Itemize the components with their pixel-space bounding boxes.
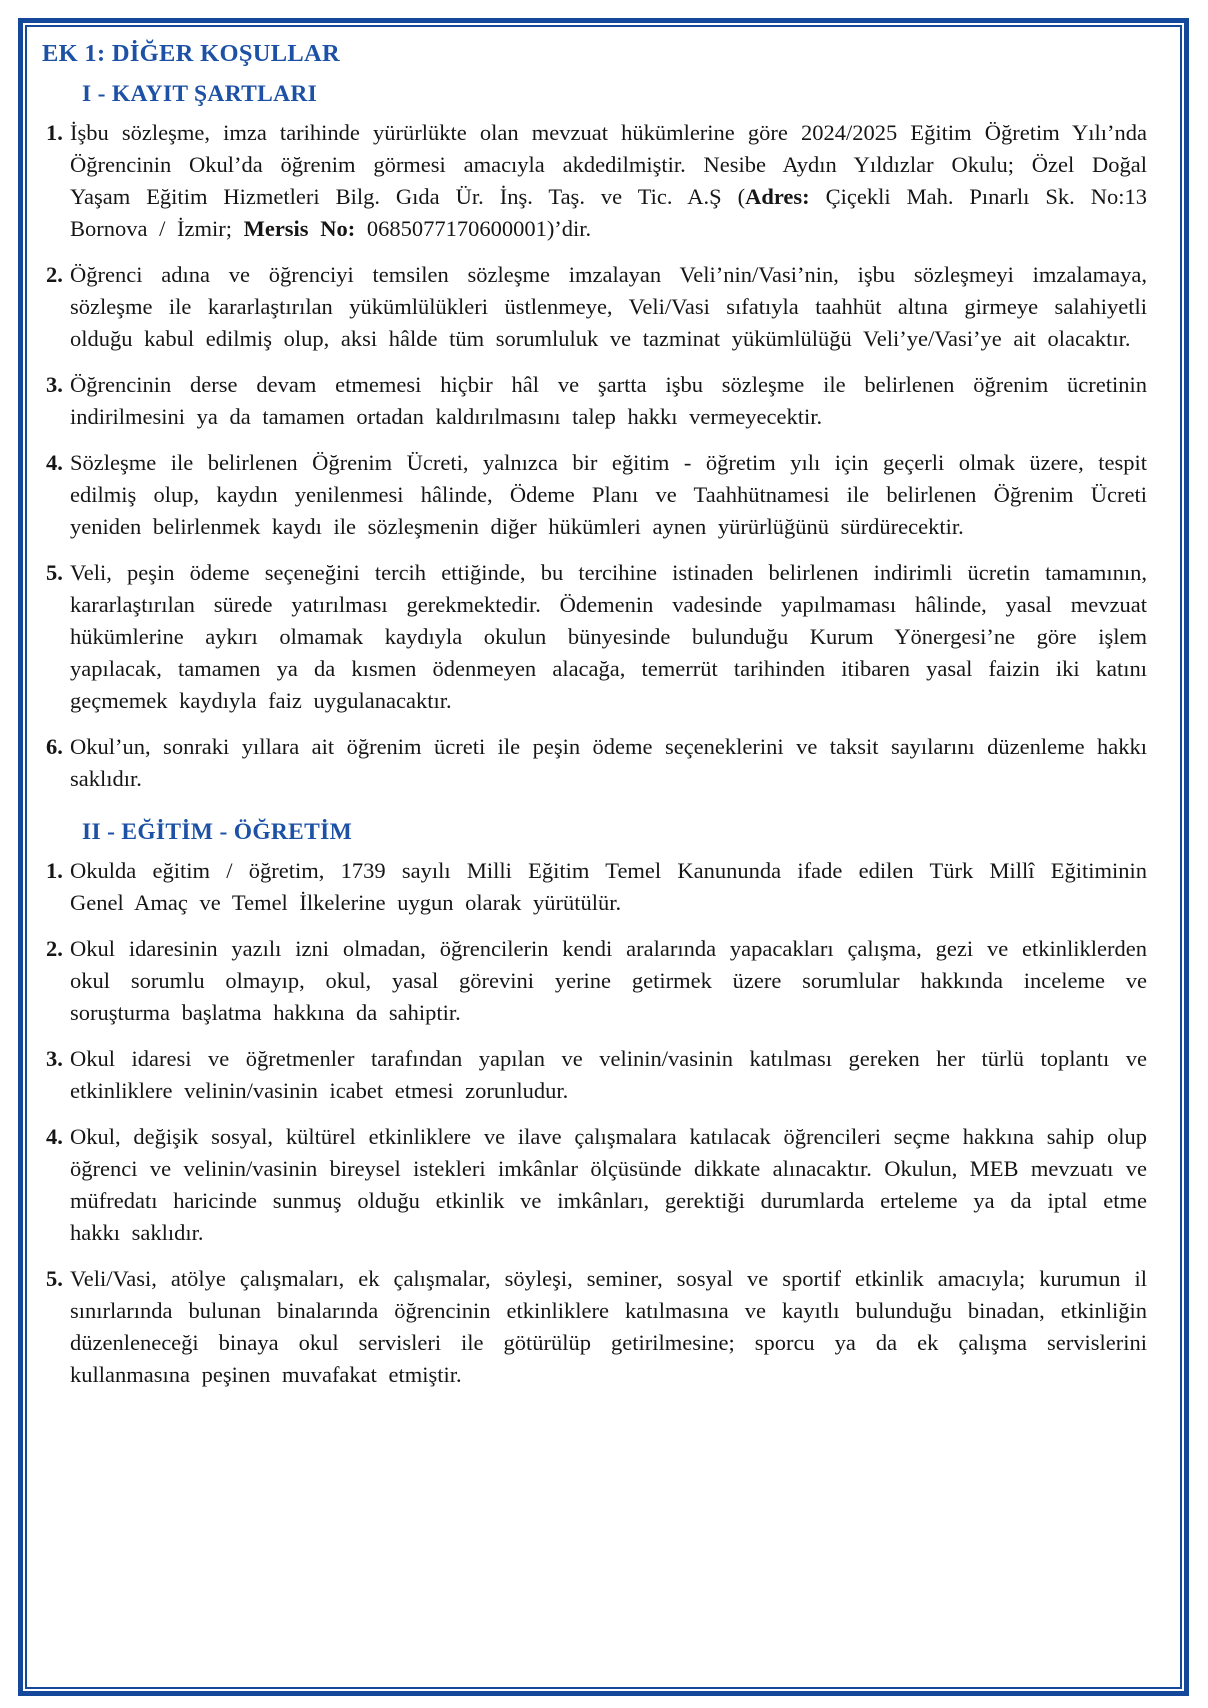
section-heading-kayit-sartlari: I - KAYIT ŞARTLARI (82, 81, 318, 107)
clause-number: 1. (46, 858, 63, 883)
sections-container (42, 81, 1147, 1391)
clause-text: Okul idaresi ve öğretmenler tarafından yapılan ve velinin/vasinin katılması gereken her türlü toplantı ve etkinliklere velinin/vasinin icabet etmesi zorunludur. (70, 1046, 1147, 1103)
clause-text: Veli/Vasi, atölye çalışmaları, ek çalışmalar, söyleşi, seminer, sosyal ve sportif etkinlik amacıyla; kurumun il sınırlarında bulunan binalarında öğrencinin etkinliklere katılmasına ve kayıtlı bulunduğu binadan, etkinliğin düzenleneceği binaya okul servisleri ile götürülüp getirilmesine; sporcu ya da ek çalışma servislerini kullanmasına peşinen muvafakat etmiştir. (70, 1266, 1147, 1387)
clause-number: 5. (46, 560, 63, 585)
clause-kayit-sartlari-4 (46, 447, 1147, 543)
clause-egitim-ogretim-5 (46, 1263, 1147, 1391)
clause-text: İşbu sözleşme, imza tarihinde yürürlükte olan mevzuat hükümlerine göre 2024/2025 Eğitim Öğretim Yılı’nda Öğrencinin Okul’da öğrenim görmesi amacıyla akdedilmiştir. Nesibe Aydın Yıldızlar Okulu; Özel Doğal Yaşam Eğitim Hizmetleri Bilg. Gıda Ür. İnş. Taş. ve Tic. A.Ş (Adres: Çiçekli Mah. Pınarlı Sk. No:13 Bornova / İzmir; Mersis No: 0685077170600001)’dir. (70, 120, 1147, 241)
clause-kayit-sartlari-5 (46, 557, 1147, 717)
page-outer-border (18, 18, 1189, 1696)
clause-kayit-sartlari-1 (46, 117, 1147, 245)
page-content (27, 27, 1180, 1687)
clause-egitim-ogretim-4 (46, 1121, 1147, 1249)
clause-kayit-sartlari-3 (46, 369, 1147, 433)
clause-text: Öğrenci adına ve öğrenciyi temsilen sözleşme imzalayan Veli’nin/Vasi’nin, işbu sözleşmeyi imzalamaya, sözleşme ile kararlaştırılan yükümlülükleri üstlenmeye, Veli/Vasi sıfatıyla taahhüt altına girmeye salahiyetli olduğu kabul edilmiş olup, aksi hâlde tüm sorumluluk ve tazminat yükümlülüğü Veli’ye/Vasi’ye ait olacaktır. (70, 262, 1147, 351)
clause-egitim-ogretim-2 (46, 933, 1147, 1029)
clause-kayit-sartlari-6 (46, 731, 1147, 795)
clause-number: 2. (46, 936, 63, 961)
clause-number: 4. (46, 450, 63, 475)
clause-text: Okulda eğitim / öğretim, 1739 sayılı Milli Eğitim Temel Kanununda ifade edilen Türk Millî Eğitiminin Genel Amaç ve Temel İlkelerine uygun olarak yürütülür. (70, 858, 1147, 915)
clause-number: 3. (46, 1046, 63, 1071)
clause-text: Veli, peşin ödeme seçeneğini tercih ettiğinde, bu tercihine istinaden belirlenen indirimli ücretin tamamının, kararlaştırılan sürede yatırılması gerekmektedir. Ödemenin vadesinde yapılmaması hâlinde, yasal mevzuat hükümlerine aykırı olmamak kaydıyla okulun bünyesinde bulunduğu Kurum Yönergesi’ne göre işlem yapılacak, tamamen ya da kısmen ödenmeyen alacağa, temerrüt tarihinden itibaren yasal faizin iki katını geçmemek kaydıyla faiz uygulanacaktır. (70, 560, 1147, 713)
section-heading-egitim-ogretim: II - EĞİTİM - ÖĞRETİM (82, 819, 353, 845)
clause-text: Sözleşme ile belirlenen Öğrenim Ücreti, yalnızca bir eğitim - öğretim yılı için geçerli olmak üzere, tespit edilmiş olup, kaydın yenilenmesi hâlinde, Ödeme Planı ve Taahhütnamesi ile belirlenen Öğrenim Ücreti yeniden belirlenmek kaydı ile sözleşmenin diğer hükümleri aynen yürürlüğünü sürdürecektir. (70, 450, 1147, 539)
clause-text: Okul, değişik sosyal, kültürel etkinliklere ve ilave çalışmalara katılacak öğrencileri seçme hakkına sahip olup öğrenci ve velinin/vasinin bireysel istekleri imkânlar ölçüsünde dikkate alınacaktır. Okulun, MEB mevzuatı ve müfredatı haricinde sunmuş olduğu etkinlik ve imkânları, gerektiği durumlarda erteleme ya da iptal etme hakkı saklıdır. (70, 1124, 1147, 1245)
clause-egitim-ogretim-1 (46, 855, 1147, 919)
clause-text: Okul’un, sonraki yıllara ait öğrenim ücreti ile peşin ödeme seçeneklerini ve taksit sayılarını düzenleme hakkı saklıdır. (70, 734, 1147, 791)
clause-number: 2. (46, 262, 63, 287)
clause-kayit-sartlari-2 (46, 259, 1147, 355)
clause-number: 5. (46, 1266, 63, 1291)
clause-egitim-ogretim-3 (46, 1043, 1147, 1107)
clause-text: Öğrencinin derse devam etmemesi hiçbir hâl ve şartta işbu sözleşme ile belirlenen öğrenim ücretinin indirilmesini ya da tamamen ortadan kaldırılmasını talep hakkı vermeyecektir. (70, 372, 1147, 429)
page-title: EK 1: DİĞER KOŞULLAR (42, 40, 341, 67)
page-inner-border (25, 25, 1182, 1689)
clause-text: Okul idaresinin yazılı izni olmadan, öğrencilerin kendi aralarında yapacakları çalışma, gezi ve etkinliklerden okul sorumlu olmayıp, okul, yasal görevini yerine getirmek üzere sorumlular hakkında inceleme ve soruşturma başlatma hakkına da sahiptir. (70, 936, 1147, 1025)
clause-number: 1. (46, 120, 63, 145)
clause-number: 6. (46, 734, 63, 759)
clause-number: 3. (46, 372, 63, 397)
clause-number: 4. (46, 1124, 63, 1149)
